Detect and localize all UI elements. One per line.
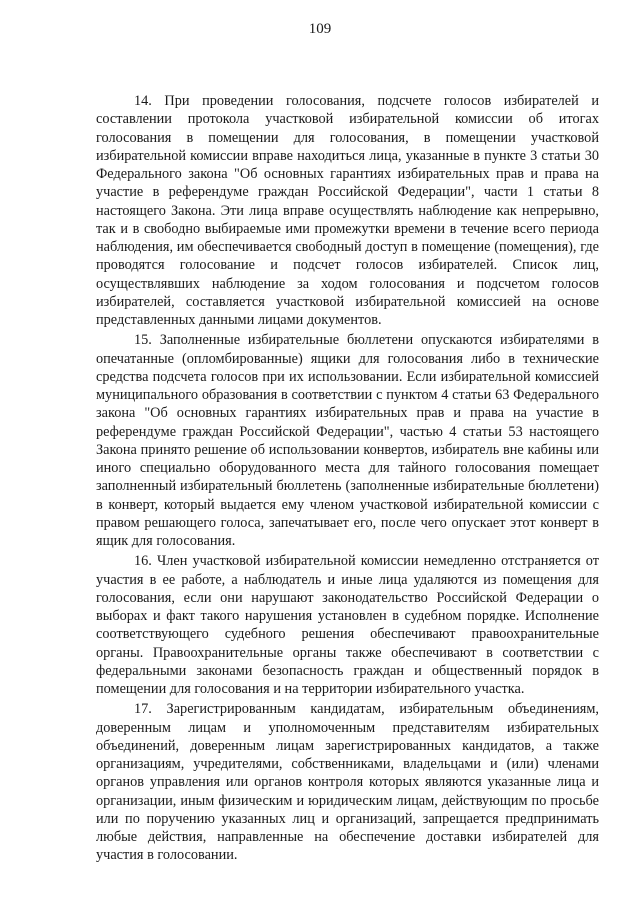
- page-number: 109: [308, 21, 332, 37]
- paragraph-16: 16. Член участковой избирательной комиссии немедленно отстраняется от участия в ее работе, а наблюдатель и иные лица удаляются из помещения для голосования, если они нарушают законодательство Российской Федерации о выборах и факт такого нарушения установлен в судебном порядке. Исполнение соответствующего судебного решения обеспечивают правоохранительные органы. Правоохранительные органы также обеспечивают в соответствии с федеральными законами безопасность граждан и общественный порядок в помещении для голосования и на территории избирательного участка.: [96, 553, 599, 697]
- paragraph-15: 15. Заполненные избирательные бюллетени опускаются избирателями в опечатанные (опломбированные) ящики для голосования либо в технические средства подсчета голосов при их использовании. Если избирательной комиссией муниципального образования в соответствии с пунктом 4 статьи 63 Федерального закона "Об основных гарантиях избирательных прав и права на участие в референдуме граждан Российской Федерации", частью 4 статьи 53 настоящего Закона принято решение об использовании конвертов, избиратель вне кабины или иного специально оборудованного места для тайного голосования помещает заполненный избирательный бюллетень (заполненные избирательные бюллетени) в конверт, который выдается ему членом участковой избирательной комиссии с правом решающего голоса, запечатывает его, после чего опускает этот конверт в ящик для голосования.: [96, 332, 599, 549]
- document-body: [96, 92, 599, 867]
- paragraph-17: 17. Зарегистрированным кандидатам, избирательным объединениям, доверенным лицам и уполномоченным представителям избирательных объединений, доверенным лицам зарегистрированных кандидатов, а также организациям, учредителями, собственниками, владельцами и (или) членами органов управления или органов контроля которых являются указанные лица и организации, иным физическим и юридическим лицам, действующим по просьбе или по поручению указанных лиц и организаций, запрещается предпринимать любые действия, направленные на обеспечение доставки избирателей для участия в голосовании.: [96, 701, 599, 864]
- paragraph-14: 14. При проведении голосования, подсчете голосов избирателей и составлении протокола участковой избирательной комиссии об итогах голосования в помещении для голосования, в помещении участковой избирательной комиссии вправе находиться лица, указанные в пункте 3 статьи 30 Федерального закона "Об основных гарантиях избирательных прав и права на участие в референдуме граждан Российской Федерации", части 1 статьи 8 настоящего Закона. Эти лица вправе осуществлять наблюдение как непрерывно, так и в свободно выбираемые ими промежутки времени в течение всего периода наблюдения, им обеспечивается свободный доступ в помещение (помещения), где проводятся голосование и подсчет голосов избирателей. Список лиц, осуществлявших наблюдение за ходом голосования и подсчетом голосов избирателей, составляется участковой избирательной комиссией на основе представленных данными лицами документов.: [96, 93, 599, 328]
